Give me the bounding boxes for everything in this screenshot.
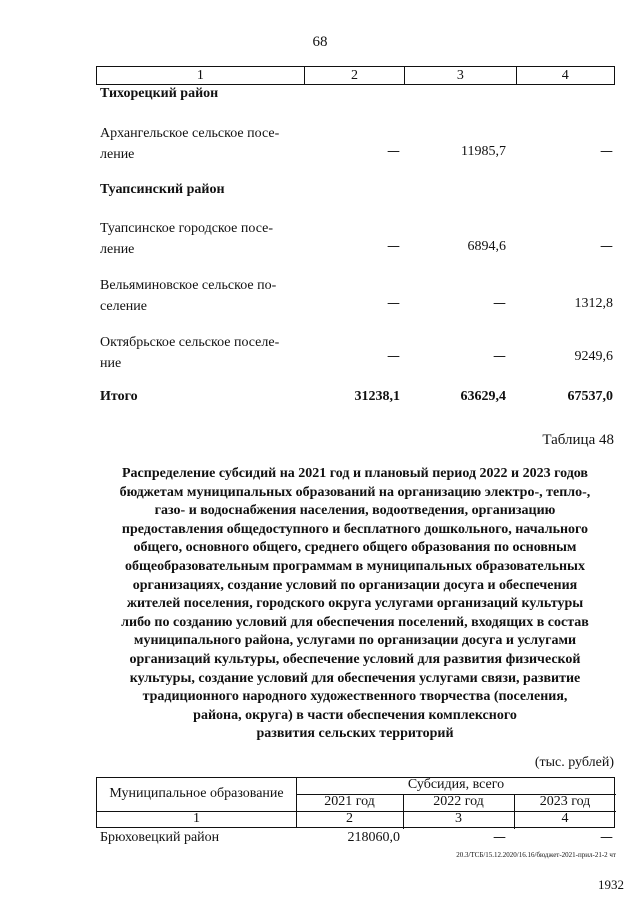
value-col2: — [387,349,400,364]
bottom-table-header [96,777,615,828]
value-col4: 9249,6 [574,349,613,364]
title-line: района, округа) в части обеспечения комплексного [193,707,517,723]
value-col2: — [387,296,400,311]
top-table-header [96,66,615,85]
name-line-2: ление [100,147,135,162]
units-label: (тыс. рублей) [534,755,614,770]
municipality-name [100,332,310,374]
footer-code: 20.3/ТСБ/15.12.2020/16.16/бюджет-2021-прил-21-2 чт [456,851,616,859]
title-line: развития сельских территорий [256,726,454,742]
title-line: культуры, создание условий для обеспечения услугами связи, развитие [129,670,581,686]
name-line-2: селение [100,299,147,314]
year-2023-header: 2023 год [539,794,591,809]
bottom-row-name: Брюховецкий район [100,830,220,845]
title-line: традиционного народного художественного творчества (поселения, [142,689,568,705]
col-number-3: 3 [455,811,462,826]
value-col2: — [387,144,400,159]
value-col3: — [493,296,506,311]
name-line-2: ление [100,242,135,257]
value-col3: — [493,349,506,364]
total-col2: 31238,1 [354,389,400,404]
header-cell-2: 2 [305,67,405,84]
col-number-4: 4 [561,811,569,826]
total-col4: 67537,0 [567,389,613,404]
value-col3: 6894,6 [467,239,506,254]
value-col2: — [387,239,400,254]
header-cell-3: 3 [405,67,516,84]
total-col3: 63629,4 [460,389,506,404]
header-cell-1: 1 [97,67,305,84]
bottom-row-2023: — [600,830,613,845]
municipality-name [100,123,310,165]
value-col4: — [600,239,613,254]
value-col4: 1312,8 [574,296,613,311]
stamp-number: 1932 [598,877,624,892]
district-tuapse: Туапсинский район [100,182,225,197]
title-line: организаций культуры, обеспечение условий для развития физической [129,651,581,667]
name-line-1: Архангельское сельское посе- [100,126,280,141]
header-cell-4: 4 [561,68,569,83]
municipality-name [100,218,310,260]
district-tikhoretsky: Тихорецкий район [100,86,219,101]
title-line: жителей поселения, городского округа услугами организаций культуры [126,596,584,612]
bottom-row-2021: 218060,0 [347,830,400,845]
table-title [90,465,620,744]
title-line: общего, основного общего, среднего общего образования по основным [133,540,577,556]
value-col4: — [600,144,613,159]
col-number-1: 1 [193,811,200,826]
col-number-2: 2 [346,811,353,826]
value-col3: 11985,7 [461,144,506,159]
name-line-1: Октябрьское сельское поселе- [100,335,280,350]
table-number: Таблица 48 [542,432,614,448]
title-line: газо- и водоснабжения населения, водоотведения, организацию [154,503,556,519]
title-line: организациях, создание условий по организации досуга и обеспечения [132,577,578,593]
col-municipality-header: Муниципальное образование [109,786,284,801]
title-line: либо по созданию условий для обеспечения поселений, входящих в состав [121,614,589,630]
subsidy-group-header: Субсидия, всего [407,777,505,792]
title-line: Распределение субсидий на 2021 год и плановый период 2022 и 2023 годов [122,466,588,481]
title-line: муниципального района, услугами по организации досуга и услугами [133,633,577,649]
municipality-name [100,275,310,317]
year-2022-header: 2022 год [433,794,484,809]
name-line-1: Вельяминовское сельское по- [100,278,277,293]
page-number: 68 [312,34,328,50]
total-label: Итого [100,389,138,404]
bottom-row-2022: — [493,830,506,845]
title-line: предоставления общедоступного и бесплатного дошкольного, начального [121,521,589,537]
name-line-1: Туапсинское городское посе- [100,221,273,236]
name-line-2: ние [100,356,122,371]
title-line: общеобразовательным программам в муниципальных образовательных [125,558,585,574]
year-2021-header: 2021 год [324,794,375,809]
title-line: бюджетам муниципальных образований на организацию электро-, тепло-, [119,484,591,500]
